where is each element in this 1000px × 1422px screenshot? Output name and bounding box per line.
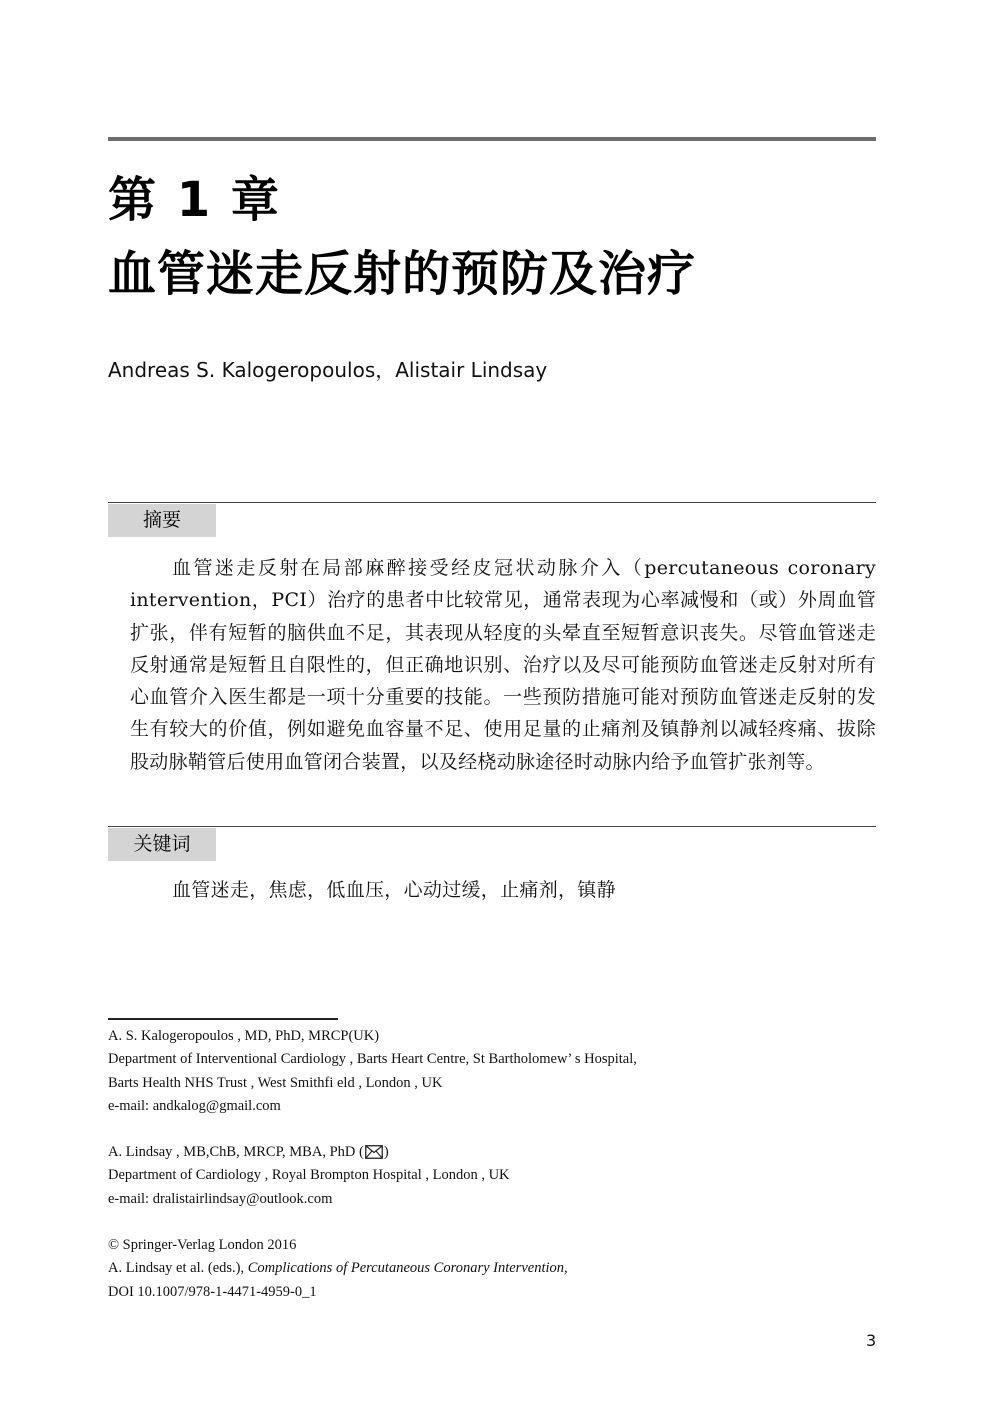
authors: Andreas S. Kalogeropoulos，Alistair Lindsay — [108, 358, 548, 382]
keywords-rule — [108, 826, 876, 827]
top-rule — [108, 137, 876, 141]
chapter-label: 第 1 章 — [108, 172, 281, 228]
abstract-rule — [108, 502, 876, 503]
page-number: 3 — [866, 1331, 877, 1350]
author2-name-close: ) — [383, 1144, 389, 1161]
publication-info — [108, 1234, 878, 1304]
citation-prefix: A. Lindsay et al. (eds.), — [108, 1260, 248, 1277]
author1-dept-line2: Barts Health NHS Trust , West Smithfi eld , London , UK — [108, 1074, 443, 1091]
author1-name: A. S. Kalogeropoulos , MD, PhD, MRCP(UK) — [108, 1028, 380, 1044]
chapter-title: 血管迷走反射的预防及治疗 — [108, 246, 697, 302]
author2-email[interactable]: e-mail: dralistairlindsay@outlook.com — [108, 1190, 333, 1207]
abstract-heading: 摘要 — [108, 504, 216, 537]
mail-icon — [365, 1145, 383, 1159]
author2-dept: Department of Cardiology , Royal Brompton Hospital , London , UK — [108, 1167, 510, 1184]
keywords-heading: 关键词 — [108, 828, 216, 861]
abstract-text: 血管迷走反射在局部麻醉接受经皮冠状动脉介入（percutaneous coronary intervention，PCI）治疗的患者中比较常见，通常表现为心率减慢和（或）外周血管扩张，伴有短暂的脑供血不足，其表现从轻度的头晕直至短暂意识丧失。尽管血管迷走反射通常是短暂且自限性的，但正确地识别、治疗以及尽可能预防血管迷走反射对所有心血管介入医生都是一项十分重要的技能。一些预防措施可能对预防血管迷走反射的发生有较大的价值，例如避免血容量不足、使用足量的止痛剂及镇静剂以减轻疼痛、拔除股动脉鞘管后使用血管闭合装置，以及经桡动脉途径时动脉内给予血管扩张剂等。 — [130, 557, 876, 773]
author2-name: A. Lindsay , MB,ChB, MRCP, MBA, PhD ( — [108, 1144, 364, 1161]
author1-email[interactable]: e-mail: andkalog@gmail.com — [108, 1097, 281, 1114]
author2-name-line — [108, 1141, 878, 1164]
keywords-list: 血管迷走，焦虑，低血压，心动过缓，止痛剂，镇静 — [172, 879, 616, 901]
abstract-body — [130, 552, 876, 778]
footnotes — [108, 1025, 878, 1327]
footnote-rule — [108, 1018, 338, 1020]
doi[interactable]: DOI 10.1007/978-1-4471-4959-0_1 — [108, 1283, 317, 1300]
citation — [108, 1257, 878, 1280]
citation-book: Complications of Percutaneous Coronary Intervention, — [247, 1260, 568, 1277]
author1-affiliation — [108, 1025, 878, 1118]
author1-dept-line1: Department of Interventional Cardiology , Barts Heart Centre, St Bartholomew’ s Hospital, — [108, 1051, 637, 1068]
copyright: © Springer-Verlag London 2016 — [108, 1237, 297, 1254]
author2-affiliation — [108, 1141, 878, 1211]
